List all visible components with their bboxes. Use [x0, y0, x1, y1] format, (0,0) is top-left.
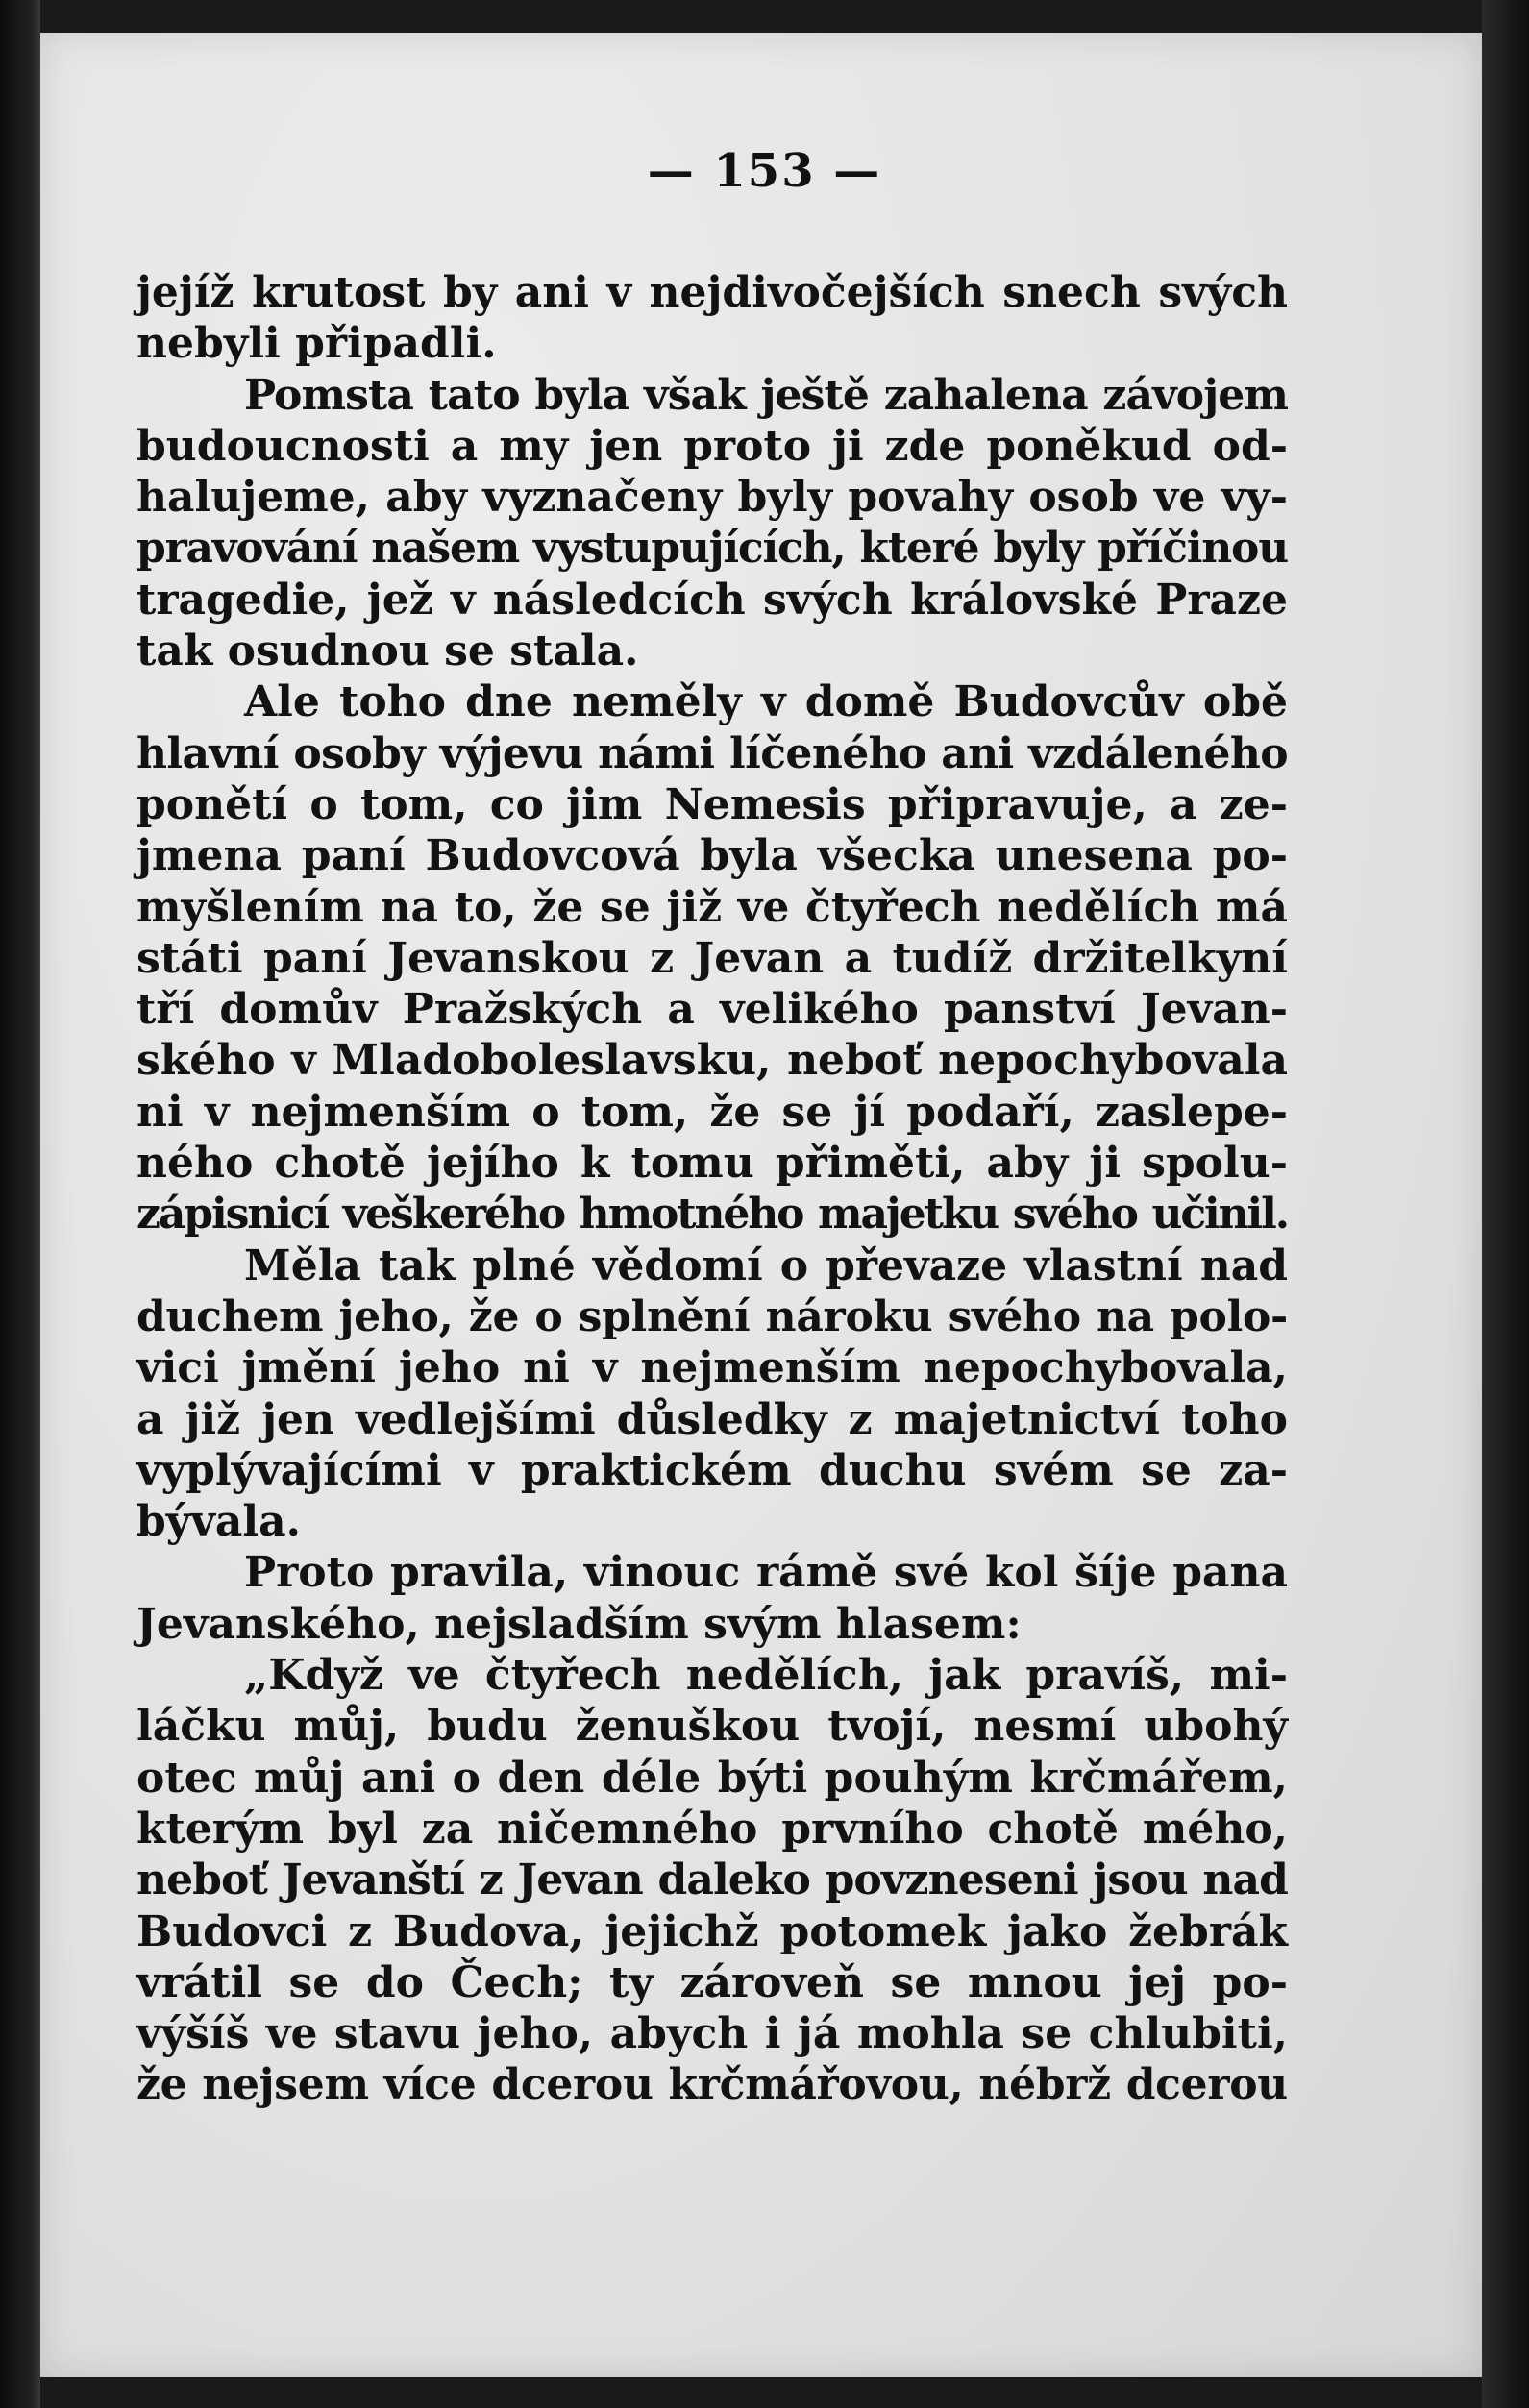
text-line: Jevanského, nejsladším svým hlasem:: [136, 1599, 1022, 1649]
text-line: halujeme, aby vyznačeny byly povahy osob ve vy-: [136, 473, 1288, 523]
body-text: [136, 267, 1288, 2111]
text-line: vyplývajícími v praktickém duchu svém se za-: [136, 1445, 1288, 1495]
scan-left-edge: [0, 0, 40, 2408]
text-line: vici jmění jeho ni v nejmenším nepochybovala,: [136, 1343, 1288, 1393]
page-number: — 153 —: [647, 144, 882, 198]
text-line: a již jen vedlejšími důsledky z majetnictví toho: [136, 1394, 1288, 1444]
text-line: bývala.: [136, 1497, 301, 1547]
text-line: ni v nejmenším o tom, že se jí podaří, zaslepe-: [136, 1087, 1288, 1137]
text-line: duchem jeho, že o splnění nároku svého na polo-: [136, 1291, 1288, 1341]
text-line: budoucnosti a my jen proto ji zde poněkud od-: [136, 421, 1288, 471]
text-line: kterým byl za ničemného prvního chotě mého,: [136, 1804, 1288, 1854]
text-line: že nejsem více dcerou krčmářovou, nébrž dcerou: [136, 2060, 1288, 2110]
text-line: láčku můj, budu ženuškou tvojí, nesmí ubohý: [136, 1702, 1288, 1752]
text-line: tří domův Pražských a velikého panství Jevan-: [136, 985, 1288, 1035]
text-line: jejíž krutost by ani v nejdivočejších snech svých: [136, 268, 1288, 317]
text-line: tragedie, jež v následcích svých královské Praze: [136, 575, 1288, 625]
text-line: Měla tak plné vědomí o převaze vlastní nad: [244, 1241, 1288, 1290]
text-line: „Když ve čtyřech nedělích, jak pravíš, mi-: [244, 1651, 1288, 1701]
text-line: Ale toho dne neměly v domě Budovcův obě: [244, 677, 1288, 727]
text-line: nebyli připadli.: [136, 319, 497, 369]
text-line: ného chotě jejího k tomu přiměti, aby ji spolu-: [136, 1139, 1288, 1189]
text-line: pravování našem vystupujících, které byly příčinou: [136, 524, 1288, 574]
text-line: hlavní osoby výjevu námi líčeného ani vzdáleného: [136, 728, 1288, 778]
text-line: státi paní Jevanskou z Jevan a tudíž držitelkyní: [136, 933, 1288, 983]
text-line: vrátil se do Čech; ty zároveň se mnou jej po-: [136, 1957, 1288, 2007]
text-line: ponětí o tom, co jim Nemesis připravuje, a ze-: [136, 779, 1288, 829]
text-line: Budovci z Budova, jejichž potomek jako žebrák: [136, 1906, 1288, 1956]
text-line: myšlením na to, že se již ve čtyřech nedělích má: [136, 882, 1288, 932]
scan-right-edge: [1482, 0, 1529, 2408]
text-line: ského v Mladoboleslavsku, neboť nepochybovala: [136, 1036, 1288, 1086]
text-line: výšíš ve stavu jeho, abych i já mohla se chlubiti,: [136, 2009, 1288, 2059]
text-line: zápisnicí veškerého hmotného majetku svého učinil.: [136, 1190, 1288, 1240]
text-line: Pomsta tato byla však ještě zahalena závojem: [244, 370, 1288, 420]
text-line: jmena paní Budovcová byla všecka unesena po-: [136, 831, 1288, 881]
text-line: tak osudnou se stala.: [136, 627, 639, 676]
text-line: neboť Jevanští z Jevan daleko povzneseni jsou nad: [136, 1855, 1288, 1905]
text-line: otec můj ani o den déle býti pouhým krčmářem,: [136, 1753, 1288, 1803]
text-line: Proto pravila, vinouc rámě své kol šíje pana: [244, 1548, 1288, 1598]
